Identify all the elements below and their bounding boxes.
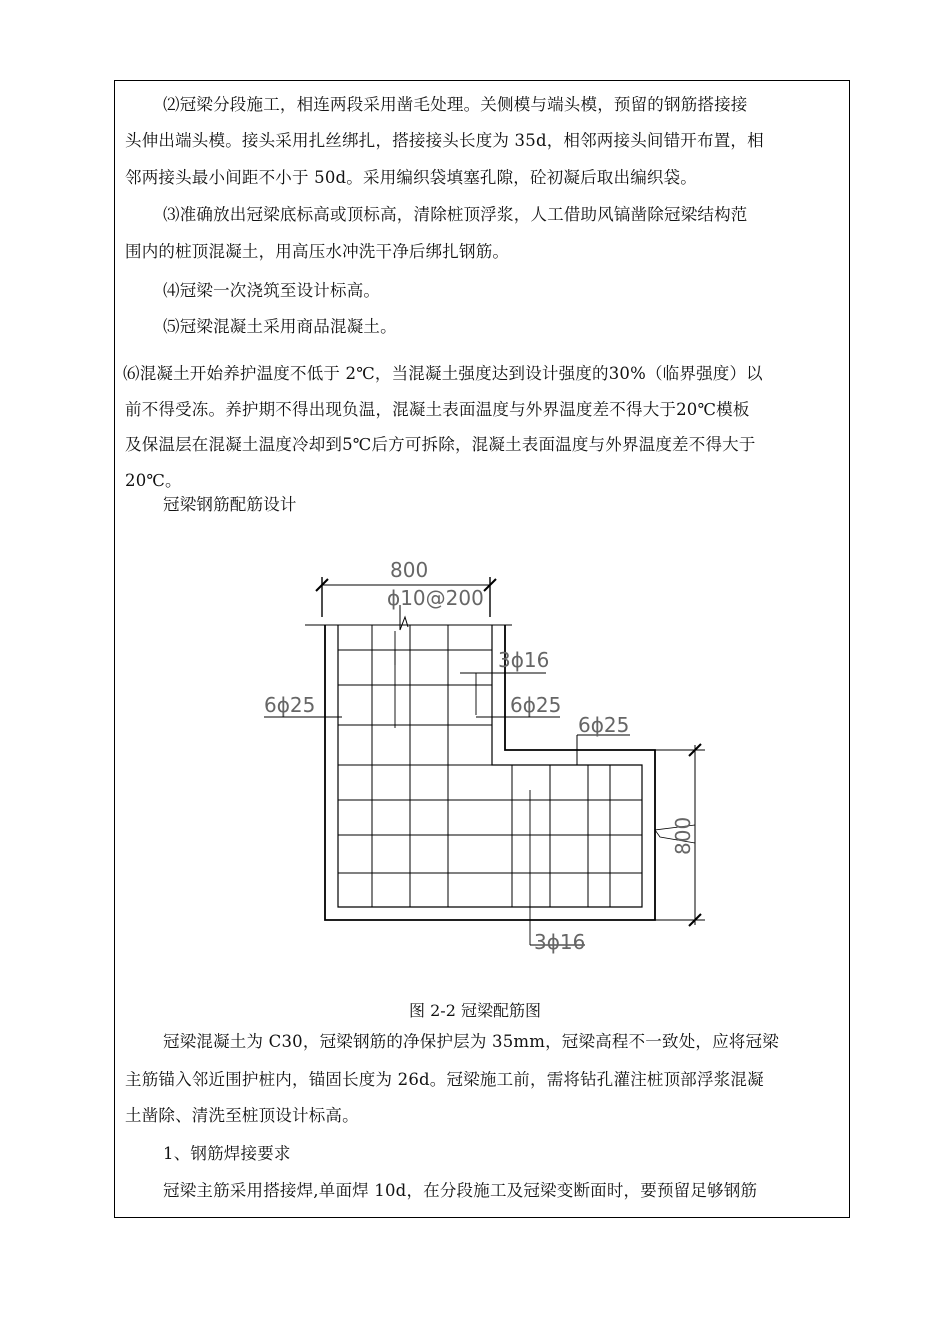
cage-outline bbox=[338, 625, 642, 907]
upper-grid bbox=[338, 650, 492, 725]
paragraph-line: 20℃。 bbox=[125, 471, 182, 490]
left-stirrups bbox=[372, 625, 448, 907]
paragraph-line: 冠梁主筋采用搭接焊,单面焊 10d，在分段施工及冠梁变断面时，要预留足够钢筋 bbox=[163, 1181, 758, 1200]
paragraph-line: 冠梁混凝土为 C30，冠梁钢筋的净保护层为 35mm，冠梁高程不一致处，应将冠梁 bbox=[163, 1032, 779, 1051]
figure-caption: 图 2-2 冠梁配筋图 bbox=[409, 1001, 541, 1020]
width-dimension-label: 800 bbox=[390, 558, 429, 582]
right-bar-label: 6ϕ25 bbox=[578, 713, 630, 737]
paragraph-line: 前不得受冻。养护期不得出现负温，混凝土表面温度与外界温度差不得大于20℃模板 bbox=[125, 400, 750, 419]
bottom-bar-label: 3ϕ16 bbox=[534, 930, 586, 954]
paragraph-line: ⑷冠梁一次浇筑至设计标高。 bbox=[163, 281, 381, 300]
paragraph-line: 邻两接头最小间距不小于 50d。采用编织袋填塞孔隙，砼初凝后取出编织袋。 bbox=[125, 168, 698, 187]
paragraph-line: 头伸出端头模。接头采用扎丝绑扎，搭接接头长度为 35d，相邻两接头间错开布置，相 bbox=[125, 131, 764, 150]
left-bar-label: 6ϕ25 bbox=[264, 693, 316, 717]
section-outline bbox=[325, 625, 655, 920]
paragraph-line: 及保温层在混凝土温度冷却到5℃后方可拆除，混凝土表面温度与外界温度差不得大于 bbox=[125, 435, 756, 454]
right-stirrups bbox=[512, 765, 610, 907]
paragraph-line: ⑹混凝土开始养护温度不低于 2℃，当混凝土强度达到设计强度的30%（临界强度）以 bbox=[123, 364, 763, 383]
stirrup-label: ϕ10@200 bbox=[387, 586, 484, 610]
top-bar-label: 3ϕ16 bbox=[498, 648, 550, 672]
section-heading: 冠梁钢筋配筋设计 bbox=[163, 495, 297, 514]
crown-beam-reinforcement-drawing bbox=[250, 555, 710, 975]
middle-bar-label: 6ϕ25 bbox=[510, 693, 562, 717]
paragraph-line: 围内的桩顶混凝土，用高压水冲洗干净后绑扎钢筋。 bbox=[125, 242, 510, 261]
section-heading: 1、钢筋焊接要求 bbox=[163, 1144, 291, 1163]
paragraph-line: ⑶准确放出冠梁底标高或顶标高，清除桩顶浮浆，人工借助风镐凿除冠梁结构范 bbox=[163, 205, 748, 224]
paragraph-line: 土凿除、清洗至桩顶设计标高。 bbox=[125, 1106, 359, 1125]
paragraph-line: ⑸冠梁混凝土采用商品混凝土。 bbox=[163, 317, 397, 336]
paragraph-line: 主筋锚入邻近围护桩内，锚固长度为 26d。冠梁施工前，需将钻孔灌注桩顶部浮浆混凝 bbox=[125, 1070, 764, 1089]
height-dimension-label: 800 bbox=[671, 816, 695, 855]
lower-grid bbox=[338, 765, 642, 873]
paragraph-line: ⑵冠梁分段施工，相连两段采用凿毛处理。关侧模与端头模，预留的钢筋搭接接 bbox=[163, 95, 748, 114]
